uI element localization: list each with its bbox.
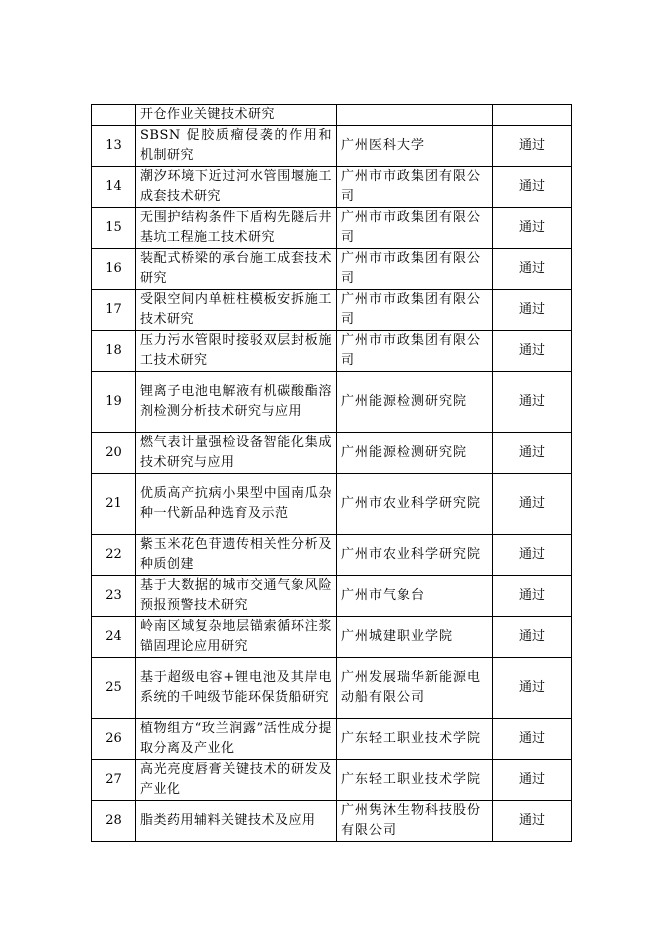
row-number-cell: 16 xyxy=(92,249,136,290)
table-row xyxy=(92,290,572,331)
project-name-cell: SBSN 促胶质瘤侵袭的作用和机制研究 xyxy=(136,126,337,167)
organization-cell: 广州市农业科学研究院 xyxy=(337,474,493,535)
result-cell: 通过 xyxy=(493,801,572,842)
row-number-cell: 21 xyxy=(92,474,136,535)
organization-cell: 广州能源检测研究院 xyxy=(337,433,493,474)
project-name-cell: 装配式桥梁的承台施工成套技术研究 xyxy=(136,249,337,290)
row-number-cell: 27 xyxy=(92,760,136,801)
organization-cell: 广州能源检测研究院 xyxy=(337,372,493,433)
result-cell: 通过 xyxy=(493,331,572,372)
project-name-cell: 植物组方“玫兰润露”活性成分提取分离及产业化 xyxy=(136,719,337,760)
table-row xyxy=(92,658,572,719)
row-number-cell: 23 xyxy=(92,576,136,617)
project-name-cell: 开仓作业关键技术研究 xyxy=(136,105,337,126)
project-name-cell: 基于大数据的城市交通气象风险预报预警技术研究 xyxy=(136,576,337,617)
table-row xyxy=(92,576,572,617)
organization-cell: 广州市市政集团有限公司 xyxy=(337,167,493,208)
result-cell: 通过 xyxy=(493,126,572,167)
row-number-cell: 24 xyxy=(92,617,136,658)
table-row xyxy=(92,719,572,760)
result-cell: 通过 xyxy=(493,433,572,474)
result-cell: 通过 xyxy=(493,372,572,433)
table-row xyxy=(92,126,572,167)
row-number-cell: 20 xyxy=(92,433,136,474)
project-name-cell: 优质高产抗病小果型中国南瓜杂种一代新品种选育及示范 xyxy=(136,474,337,535)
table-row xyxy=(92,760,572,801)
result-cell: 通过 xyxy=(493,658,572,719)
organization-cell: 广州隽沐生物科技股份有限公司 xyxy=(337,801,493,842)
result-cell: 通过 xyxy=(493,249,572,290)
result-cell: 通过 xyxy=(493,617,572,658)
row-number-cell: 18 xyxy=(92,331,136,372)
table-row xyxy=(92,474,572,535)
row-number-cell: 14 xyxy=(92,167,136,208)
row-number-cell: 26 xyxy=(92,719,136,760)
organization-cell: 广州医科大学 xyxy=(337,126,493,167)
result-cell xyxy=(493,105,572,126)
project-name-cell: 基于超级电容+锂电池及其岸电系统的千吨级节能环保货船研究 xyxy=(136,658,337,719)
project-name-cell: 潮汐环境下近过河水管围堰施工成套技术研究 xyxy=(136,167,337,208)
project-name-cell: 燃气表计量强检设备智能化集成技术研究与应用 xyxy=(136,433,337,474)
row-number-cell: 19 xyxy=(92,372,136,433)
table-row xyxy=(92,617,572,658)
project-name-cell: 岭南区域复杂地层锚索循环注浆锚固理论应用研究 xyxy=(136,617,337,658)
row-number-cell: 15 xyxy=(92,208,136,249)
project-name-cell: 脂类药用辅料关键技术及应用 xyxy=(136,801,337,842)
result-cell: 通过 xyxy=(493,290,572,331)
result-cell: 通过 xyxy=(493,535,572,576)
project-name-cell: 压力污水管限时接驳双层封板施工技术研究 xyxy=(136,331,337,372)
table-row xyxy=(92,331,572,372)
row-number-cell: 22 xyxy=(92,535,136,576)
result-cell: 通过 xyxy=(493,474,572,535)
result-cell: 通过 xyxy=(493,208,572,249)
project-name-cell: 受限空间内单桩柱模板安拆施工技术研究 xyxy=(136,290,337,331)
organization-cell: 广东轻工职业技术学院 xyxy=(337,719,493,760)
organization-cell: 广州市市政集团有限公司 xyxy=(337,331,493,372)
organization-cell xyxy=(337,105,493,126)
table-row xyxy=(92,167,572,208)
organization-cell: 广东轻工职业技术学院 xyxy=(337,760,493,801)
results-table xyxy=(91,104,572,842)
table-row xyxy=(92,433,572,474)
project-name-cell: 锂离子电池电解液有机碳酸酯溶剂检测分析技术研究与应用 xyxy=(136,372,337,433)
project-name-cell: 紫玉米花色苷遗传相关性分析及种质创建 xyxy=(136,535,337,576)
table-row xyxy=(92,208,572,249)
table-row xyxy=(92,372,572,433)
table-row xyxy=(92,801,572,842)
table-row xyxy=(92,249,572,290)
row-number-cell xyxy=(92,105,136,126)
result-cell: 通过 xyxy=(493,167,572,208)
organization-cell: 广州市农业科学研究院 xyxy=(337,535,493,576)
result-cell: 通过 xyxy=(493,719,572,760)
row-number-cell: 28 xyxy=(92,801,136,842)
organization-cell: 广州市气象台 xyxy=(337,576,493,617)
row-number-cell: 17 xyxy=(92,290,136,331)
table-row xyxy=(92,535,572,576)
row-number-cell: 25 xyxy=(92,658,136,719)
organization-cell: 广州市市政集团有限公司 xyxy=(337,208,493,249)
organization-cell: 广州发展瑞华新能源电动船有限公司 xyxy=(337,658,493,719)
organization-cell: 广州城建职业学院 xyxy=(337,617,493,658)
project-name-cell: 无围护结构条件下盾构先隧后井基坑工程施工技术研究 xyxy=(136,208,337,249)
result-cell: 通过 xyxy=(493,576,572,617)
organization-cell: 广州市市政集团有限公司 xyxy=(337,249,493,290)
row-number-cell: 13 xyxy=(92,126,136,167)
result-cell: 通过 xyxy=(493,760,572,801)
project-name-cell: 高光亮度唇膏关键技术的研发及产业化 xyxy=(136,760,337,801)
organization-cell: 广州市市政集团有限公司 xyxy=(337,290,493,331)
table-row xyxy=(92,105,572,126)
